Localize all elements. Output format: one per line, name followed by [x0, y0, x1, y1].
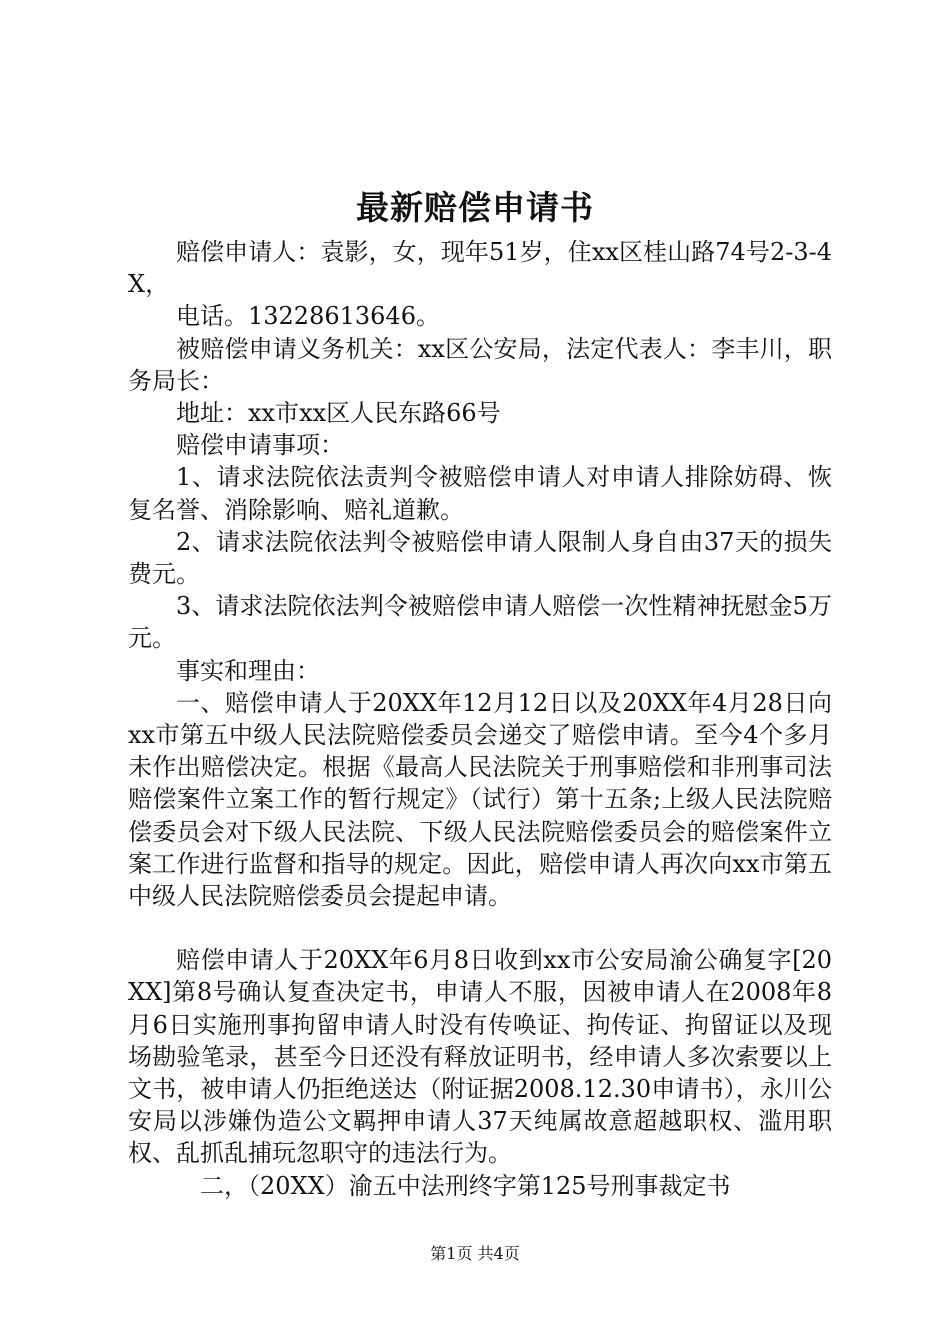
paragraph-respondent: 被赔偿申请义务机关：xx区公安局，法定代表人：李丰川，职务局长： [128, 334, 832, 395]
paragraph-claim-2: 2、请求法院依法判令被赔偿申请人限制人身自由37天的损失费元。 [128, 527, 832, 589]
paragraph-phone: 电话。13228613646。 [176, 302, 440, 331]
document-title: 最新赔偿申请书 [356, 188, 594, 227]
page-footer: 第1页 共4页 [430, 1244, 520, 1263]
paragraph-applicant: 赔偿申请人：袁影，女，现年51岁，住xx区桂山路74号2-3-4X， [128, 238, 832, 299]
document-body [128, 236, 832, 1202]
paragraph-claim-1: 1、请求法院依法责判令被赔偿申请人对申请人排除妨碍、恢复名誉、消除影响、赔礼道歉。 [128, 463, 832, 524]
paragraph-address: 地址：xx市xx区人民东路66号 [176, 399, 501, 428]
paragraph-fact-2: 二，（20XX）渝五中法刑终字第125号刑事裁定书 [200, 1171, 731, 1200]
paragraph-claims-heading: 赔偿申请事项： [176, 431, 344, 460]
paragraph-facts-heading: 事实和理由： [176, 656, 320, 685]
paragraph-claim-3: 3、请求法院依法判令被赔偿申请人赔偿一次性精神抚慰金5万元。 [128, 592, 832, 653]
paragraph-fact-1: 一、赔偿申请人于20XX年12月12日以及20XX年4月28日向xx市第五中级人民法院赔偿委员会递交了赔偿申请。至今4个多月未作出赔偿决定。根据《最高人民法院关于刑事赔偿和非刑事司法赔偿案件立案工作的暂行规定》（试行）第十五条;上级人民法院赔偿委员会对下级人民法院、下级人民法院赔偿委员会的赔偿案件立案工作进行监督和指导的规定。因此，赔偿申请人再次向xx市第五中级人民法院赔偿委员会提起申请。 [128, 688, 832, 911]
paragraph-fact-detail: 赔偿申请人于20XX年6月8日收到xx市公安局渝公确复字[20XX]第8号确认复查决定书，申请人不服，因被申请人在2008年8月6日实施刑事拘留申请人时没有传唤证、拘传证、拘留证以及现场勘验笔录，甚至今日还没有释放证明书，经申请人多次索要以上文书，被申请人仍拒绝送达（附证据2008.12.30申请书），永川公安局以涉嫌伪造公文羁押申请人37天纯属故意超越职权、滥用职权、乱抓乱捕玩忽职守的违法行为。 [128, 946, 832, 1168]
